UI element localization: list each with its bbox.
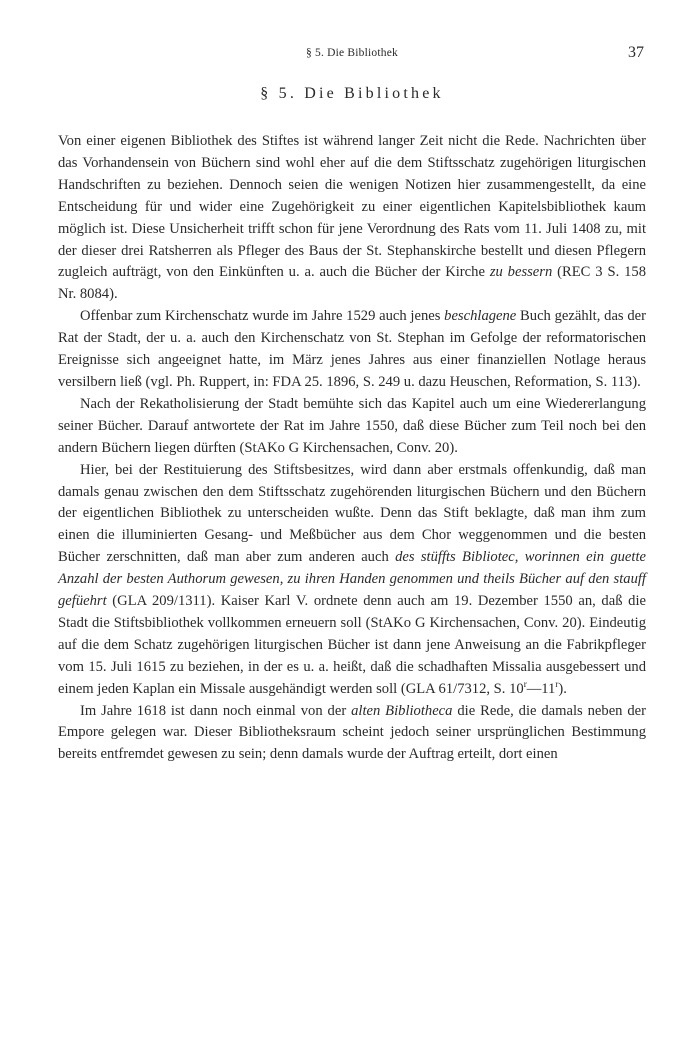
text-run: —11 xyxy=(526,680,556,697)
page-number: 37 xyxy=(628,44,644,61)
running-header xyxy=(58,44,646,66)
italic-text: des stüffts Bibliotec, worinnen ein guette Anzahl der besten Authorum gewesen, zu ihren Handen genommen und theils Bücher auf den stauff gefüehrt xyxy=(58,549,646,610)
running-title: § 5. Die Bibliothek xyxy=(306,47,398,59)
superscript-text: r xyxy=(555,678,559,689)
text-run: ). xyxy=(558,680,567,697)
text-run: (GLA 209/1311). Kaiser Karl V. ordnete denn auch am 19. Dezember 1550 an, daß die Stadt die Stiftsbibliothek vollkommen erneuern soll (StAKo G Kirchensachen, Conv. 20). Eindeutig auf die dem Schatz zugehörigen liturgischen Bücher ist dann jene Anweisung an die Fabrikpfleger vom 15. Juli 1615 zu beziehen, in der es u. a. heißt, daß die schadhaften Missalia ausgebessert und einem jeden Kaplan ein Missale ausgehändigt werden soll (GLA 61/7312, S. 10 xyxy=(58,593,646,697)
superscript-text: r xyxy=(523,678,527,689)
paragraph-1 xyxy=(58,131,646,306)
text-run: Von einer eigenen Bibliothek des Stiftes ist während langer Zeit nicht die Rede. Nachrichten über das Vorhandensein von Büchern sind wohl eher auf die dem Stiftsschatz zugehörigen liturgischen Handschriften zu beziehen. Dennoch seien die wenigen Notizen hier zusammengestellt, da eine Entscheidung für und wider eine Zugehörigkeit zu einer eigentlichen Kapitelsbibliothek kaum möglich ist. Diese Unsicherheit trifft schon für jene Verordnung des Rats vom 11. Juli 1408 zu, mit der dieser drei Ratsherren als Pfleger des Baus der St. Stephanskirche bestellt und diesen Pflegern zugleich aufträgt, von den Einkünften u. a. auch die Bücher der Kirche xyxy=(58,133,646,281)
paragraph-4 xyxy=(58,460,646,701)
paragraph-3 xyxy=(58,394,646,460)
italic-text: zu bessern xyxy=(489,264,553,281)
italic-text: beschlagene xyxy=(444,308,517,325)
text-run: Buch gezählt, das der Rat der Stadt, der u. a. auch den Kirchenschatz von St. Stephan im Gefolge der reformatorischen Ereignisse sich angeeignet hatte, im März jenes Jahres aus einer finanziellen Notlage heraus versilbern ließ (vgl. Ph. Ruppert, in: FDA 25. 1896, S. 249 u. dazu Heuschen, Reformation, S. 113). xyxy=(58,308,646,390)
text-run: (REC 3 S. 158 Nr. 8084). xyxy=(58,264,646,303)
italic-text: alten Bibliotheca xyxy=(351,702,453,719)
text-run: Hier, bei der Restituierung des Stiftsbesitzes, wird dann aber erstmals offenkundig, daß man damals genau zwischen den dem Stiftsschatz zugehörenden liturgischen Büchern und den Büchern der eigentlichen Bibliothek zu unterscheiden wußte. Denn das Stift beklagte, daß man ihm zum einen die illuminierten Gesang- und Meßbücher aus dem Chor weggenommen und die besten Bücher zerschnitten, daß man aber zum anderen auch xyxy=(58,461,646,566)
body-text xyxy=(58,131,646,766)
text-run: die Rede, die damals neben der Empore gelegen war. Dieser Bibliotheksraum scheint jedoch seiner ursprünglichen Bestimmung bereits entfremdet gewesen zu sein; denn damals wurde der Auftrag erteilt, dort einen xyxy=(58,702,647,763)
paragraph-2 xyxy=(58,306,646,394)
text-run: Offenbar zum Kirchenschatz wurde im Jahre 1529 auch jenes xyxy=(80,308,445,325)
paragraph-5 xyxy=(58,701,646,767)
document-page xyxy=(58,44,646,766)
text-run: Im Jahre 1618 ist dann noch einmal von der xyxy=(80,702,352,719)
text-run: Nach der Rekatholisierung der Stadt bemühte sich das Kapitel auch um eine Wiedererlangung seiner Bücher. Darauf antwortete der Rat im Jahre 1550, daß diese Bücher zum Teil noch bei den andern Büchern liegen dürften (StAKo G Kirchensachen, Conv. 20). xyxy=(58,395,646,456)
section-heading: § 5. Die Bibliothek xyxy=(260,85,444,102)
